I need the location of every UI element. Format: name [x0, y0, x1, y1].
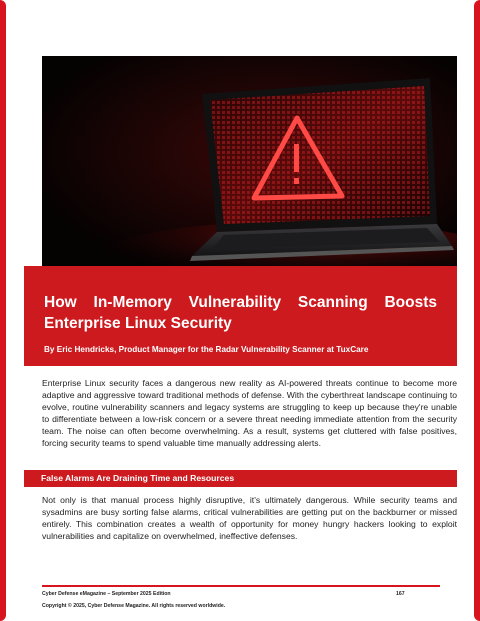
left-edge-accent — [0, 0, 6, 621]
intro-paragraph: Enterprise Linux security faces a dangerous new reality as AI-powered threats continue to become more adaptive and aggressive toward traditional methods of defense. With the cyberthreat landscape continuing to evolve, routine vulnerability scanners and legacy systems are struggling to keep up because they're unable to differentiate between a low-risk concern or a severe threat needing immediate attention from the security team. The noise can often become overwhelming. As a result, systems get cluttered with false positives, forcing security teams to spend valuable time manually addressing alerts. — [42, 378, 457, 448]
footer-edition: Cyber Defense eMagazine – September 2025 Edition — [42, 591, 171, 597]
article-byline: By Eric Hendricks, Product Manager for the Radar Vulnerability Scanner at TuxCare — [44, 345, 369, 354]
body-paragraph: Not only is that manual process highly disruptive, it's ultimately dangerous. While security teams and sysadmins are busy sorting false alarms, critical vulnerabilities are getting put on the backburner or missed entirely. This combination creates a wealth of opportunity for money hungry hackers looking to exploit vulnerabilities and capitalize on overwhelmed, ineffective defenses. — [42, 495, 457, 541]
laptop-warning-illustration — [42, 56, 457, 268]
page-number: 167 — [396, 591, 405, 597]
hero-image — [42, 56, 457, 268]
article-title: How In-Memory Vulnerability Scanning Boosts Enterprise Linux Security — [44, 294, 437, 332]
footer-divider — [42, 585, 440, 587]
title-banner — [24, 266, 457, 366]
section-heading: False Alarms Are Draining Time and Resources — [24, 470, 457, 487]
right-edge-accent — [474, 0, 480, 621]
copyright-notice: Copyright © 2025, Cyber Defense Magazine. All rights reserved worldwide. — [42, 603, 226, 609]
